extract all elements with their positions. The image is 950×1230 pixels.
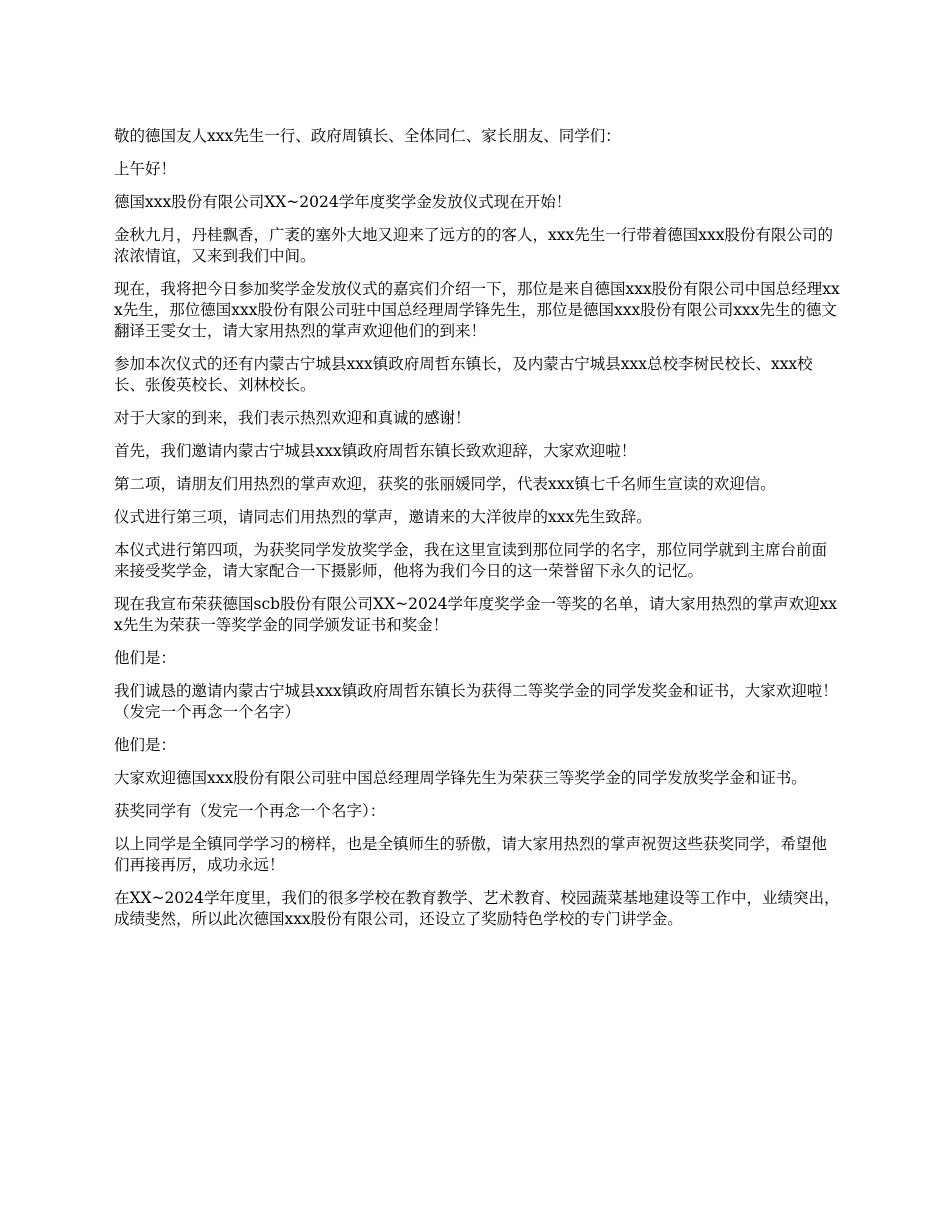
paragraph-7: 对于大家的到来，我们表示热烈欢迎和真诚的感谢！: [114, 409, 471, 427]
paragraph-12: 现在我宣布荣获德国scb股份有限公司XX~2024学年度奖学金一等奖的名单，请大家用热烈的掌声欢迎xxx先生为荣获一等奖学金的同学颁发证书和奖金！: [114, 595, 838, 634]
paragraph-19: 在XX~2024学年度里，我们的很多学校在教育教学、艺术教育、校园蔬菜基地建设等工作中，业绩突出，成绩斐然，所以此次德国xxx股份有限公司，还设立了奖励特色学校的专门讲学金。: [114, 889, 840, 928]
paragraph-2: 上午好！: [114, 160, 177, 178]
paragraph-9: 第二项，请朋友们用热烈的掌声欢迎，获奖的张丽媛同学，代表xxx镇七千名师生宣读的欢迎信。: [114, 475, 776, 493]
paragraph-15: 他们是：: [114, 736, 177, 754]
paragraph-6: 参加本次仪式的还有内蒙古宁城县xxx镇政府周哲东镇长，及内蒙古宁城县xxx总校李树民校长、xxx校长、张俊英校长、刘林校长。: [114, 355, 813, 394]
paragraph-18: 以上同学是全镇同学学习的榜样，也是全镇师生的骄傲，请大家用热烈的掌声祝贺这些获奖同学，希望他们再接再厉，成功永远！: [114, 835, 828, 874]
paragraph-16: 大家欢迎德国xxx股份有限公司驻中国总经理周学锋先生为荣获三等奖学金的同学发放奖学金和证书。: [114, 769, 807, 787]
paragraph-4: 金秋九月，丹桂飘香，广袤的塞外大地又迎来了远方的的客人，xxx先生一行带着德国xxx股份有限公司的浓浓情谊，又来到我们中间。: [114, 226, 833, 265]
paragraph-8: 首先，我们邀请内蒙古宁城县xxx镇政府周哲东镇长致欢迎辞，大家欢迎啦！: [114, 442, 637, 460]
paragraph-14: 我们诚恳的邀请内蒙古宁城县xxx镇政府周哲东镇长为获得二等奖学金的同学发奖金和证书，大家欢迎啦！（发完一个再念一个名字）: [114, 682, 838, 721]
paragraph-5: 现在，我将把今日参加奖学金发放仪式的嘉宾们介绍一下，那位是来自德国xxx股份有限公司中国总经理xxx先生，那位德国xxx股份有限公司驻中国总经理周学锋先生，那位是德国xxx股份有限公司xxx先生的德文翻译王雯女士，请大家用热烈的掌声欢迎他们的到来！: [114, 280, 840, 340]
document-body: [114, 126, 840, 942]
paragraph-17: 获奖同学有（发完一个再念一个名字）：: [114, 802, 386, 820]
paragraph-10: 仪式进行第三项，请同志们用热烈的掌声，邀请来的大洋彼岸的xxx先生致辞。: [114, 508, 652, 526]
paragraph-1: 敬的德国友人xxx先生一行、政府周镇长、全体同仁、家长朋友、同学们：: [114, 127, 621, 145]
paragraph-3: 德国xxx股份有限公司XX~2024学年度奖学金发放仪式现在开始！: [114, 193, 572, 211]
paragraph-13: 他们是：: [114, 649, 177, 667]
paragraph-11: 本仪式进行第四项，为获奖同学发放奖学金，我在这里宣读到那位同学的名字，那位同学就到主席台前面来接受奖学金，请大家配合一下摄影师，他将为我们今日的这一荣誉留下永久的记忆。: [114, 541, 828, 580]
